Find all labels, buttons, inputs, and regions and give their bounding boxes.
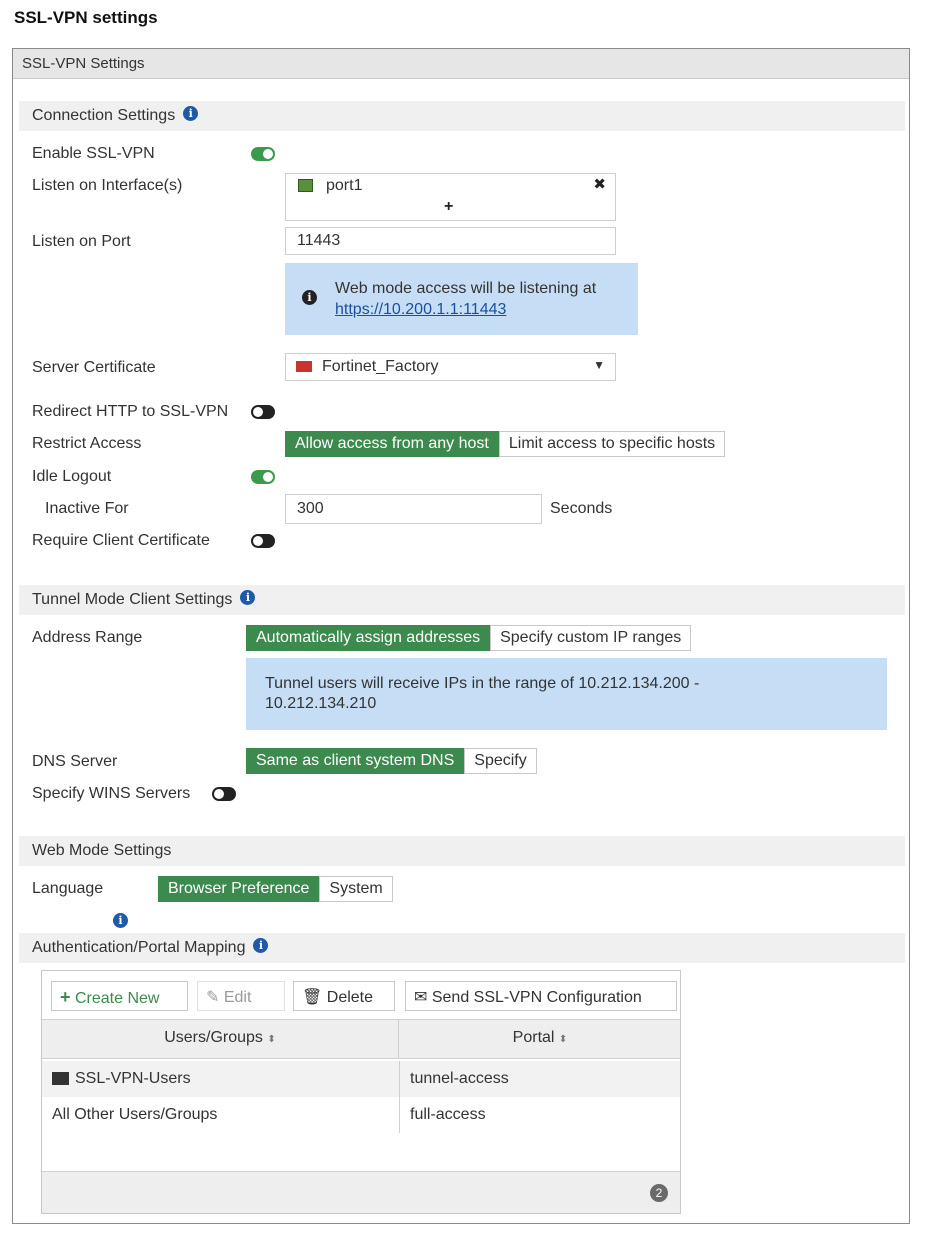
row-portal: tunnel-access bbox=[410, 1070, 509, 1087]
redirect-http-toggle[interactable] bbox=[251, 405, 275, 419]
auth-portal-mapping-title: Authentication/Portal Mapping bbox=[32, 939, 246, 956]
idle-logout-toggle[interactable] bbox=[251, 470, 275, 484]
panel-header: SSL-VPN Settings bbox=[13, 49, 909, 79]
web-mode-info-box bbox=[285, 263, 638, 335]
table-footer bbox=[42, 1171, 680, 1213]
info-icon[interactable]: i bbox=[253, 938, 268, 953]
row-count-badge: 2 bbox=[650, 1184, 668, 1202]
create-new-button[interactable] bbox=[51, 981, 188, 1011]
inactive-for-label: Inactive For bbox=[45, 500, 129, 517]
restrict-access-segmented bbox=[285, 431, 725, 457]
auth-mapping-table bbox=[41, 970, 681, 1214]
server-certificate-select[interactable] bbox=[285, 353, 616, 381]
require-client-cert-label: Require Client Certificate bbox=[32, 532, 210, 549]
column-users-groups-label: Users/Groups bbox=[164, 1029, 263, 1046]
listen-interface-field[interactable] bbox=[285, 173, 616, 221]
info-icon[interactable]: i bbox=[240, 590, 255, 605]
create-new-label: Create New bbox=[74, 990, 160, 1007]
specify-dns-button[interactable]: Specify bbox=[464, 748, 536, 774]
listen-interface-label: Listen on Interface(s) bbox=[32, 177, 183, 194]
row-portal: full-access bbox=[410, 1106, 486, 1123]
listen-port-input[interactable]: 11443 bbox=[285, 227, 616, 255]
tunnel-settings-header bbox=[19, 585, 905, 615]
language-segmented bbox=[158, 876, 393, 902]
redirect-http-label: Redirect HTTP to SSL-VPN bbox=[32, 403, 229, 420]
web-mode-info-text: Web mode access will be listening at bbox=[335, 280, 597, 297]
column-users-groups[interactable] bbox=[42, 1020, 399, 1058]
trash-icon: 🗑 bbox=[302, 989, 323, 1006]
enable-ssl-vpn-label: Enable SSL-VPN bbox=[32, 145, 155, 162]
language-label: Language bbox=[32, 880, 104, 897]
page-title: SSL-VPN settings bbox=[14, 8, 158, 27]
sort-icon: ⬍ bbox=[267, 1034, 276, 1045]
column-portal[interactable] bbox=[400, 1020, 680, 1058]
chevron-down-icon: ▼ bbox=[593, 358, 605, 372]
dns-server-segmented bbox=[246, 748, 537, 774]
delete-label: Delete bbox=[326, 989, 374, 1006]
interface-port1: port1 bbox=[326, 177, 363, 194]
tunnel-ip-info-box bbox=[246, 658, 887, 730]
idle-logout-label: Idle Logout bbox=[32, 468, 112, 485]
allow-any-host-button[interactable]: Allow access from any host bbox=[285, 431, 499, 457]
delete-button[interactable] bbox=[293, 981, 395, 1011]
auto-assign-addresses-button[interactable]: Automatically assign addresses bbox=[246, 625, 490, 651]
restrict-access-label: Restrict Access bbox=[32, 435, 142, 452]
auth-portal-mapping-header bbox=[19, 933, 905, 963]
row-user: SSL-VPN-Users bbox=[75, 1070, 191, 1087]
listen-port-label: Listen on Port bbox=[32, 233, 131, 250]
table-row[interactable] bbox=[42, 1061, 680, 1097]
system-language-button[interactable]: System bbox=[319, 876, 392, 902]
inactive-for-input[interactable]: 300 bbox=[285, 494, 542, 524]
connection-settings-title: Connection Settings bbox=[32, 107, 176, 124]
limit-specific-hosts-button[interactable]: Limit access to specific hosts bbox=[499, 431, 725, 457]
tunnel-settings-title: Tunnel Mode Client Settings bbox=[32, 591, 233, 608]
edit-label: Edit bbox=[223, 989, 252, 1006]
remove-interface-icon[interactable]: ✖ bbox=[593, 176, 606, 193]
address-range-segmented bbox=[246, 625, 691, 651]
envelope-icon: ✉ bbox=[414, 989, 428, 1006]
ssl-vpn-settings-panel bbox=[12, 48, 910, 1224]
info-icon: i bbox=[302, 290, 317, 305]
web-mode-url-link[interactable]: https://10.200.1.1:11443 bbox=[335, 301, 507, 318]
sort-icon: ⬍ bbox=[558, 1034, 568, 1045]
inactive-unit-label: Seconds bbox=[550, 500, 613, 517]
same-as-client-dns-button[interactable]: Same as client system DNS bbox=[246, 748, 464, 774]
tunnel-ip-info-line2: 10.212.134.210 bbox=[265, 695, 377, 712]
web-mode-settings-title: Web Mode Settings bbox=[32, 842, 172, 859]
column-portal-label: Portal bbox=[512, 1029, 555, 1046]
address-range-label: Address Range bbox=[32, 629, 143, 646]
wins-servers-toggle[interactable] bbox=[212, 787, 236, 801]
enable-ssl-vpn-toggle[interactable] bbox=[251, 147, 275, 161]
column-divider bbox=[399, 1097, 400, 1133]
browser-preference-button[interactable]: Browser Preference bbox=[158, 876, 319, 902]
add-interface-icon[interactable]: + bbox=[444, 198, 454, 215]
send-config-button[interactable] bbox=[405, 981, 677, 1011]
column-divider bbox=[399, 1061, 400, 1097]
info-icon[interactable]: i bbox=[113, 913, 128, 928]
require-client-cert-toggle[interactable] bbox=[251, 534, 275, 548]
edit-button[interactable] bbox=[197, 981, 285, 1011]
network-port-icon bbox=[298, 179, 313, 192]
server-certificate-value: Fortinet_Factory bbox=[322, 358, 439, 375]
table-header bbox=[42, 1019, 680, 1059]
auth-toolbar bbox=[51, 981, 671, 1011]
pencil-icon: ✎ bbox=[206, 989, 220, 1006]
row-user: All Other Users/Groups bbox=[52, 1106, 218, 1123]
certificate-icon bbox=[296, 361, 312, 372]
custom-ip-ranges-button[interactable]: Specify custom IP ranges bbox=[490, 625, 691, 651]
tunnel-ip-info-line1: Tunnel users will receive IPs in the range of 10.212.134.200 - bbox=[265, 675, 700, 692]
connection-settings-header bbox=[19, 101, 905, 131]
user-group-icon bbox=[52, 1072, 69, 1085]
server-certificate-label: Server Certificate bbox=[32, 359, 156, 376]
web-mode-settings-header bbox=[19, 836, 905, 866]
plus-icon: + bbox=[60, 987, 71, 1007]
send-config-label: Send SSL-VPN Configuration bbox=[431, 989, 642, 1006]
wins-servers-label: Specify WINS Servers bbox=[32, 785, 191, 802]
info-icon[interactable]: i bbox=[183, 106, 198, 121]
dns-server-label: DNS Server bbox=[32, 753, 118, 770]
table-row[interactable] bbox=[42, 1097, 680, 1133]
